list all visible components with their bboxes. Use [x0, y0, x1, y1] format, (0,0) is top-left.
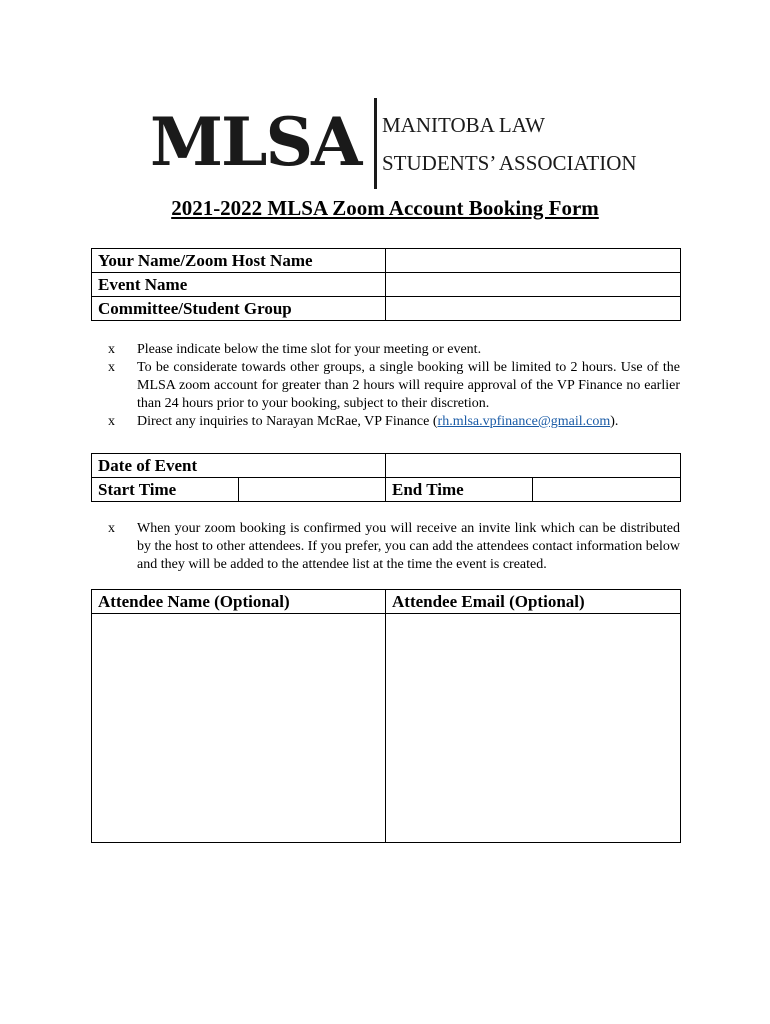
attendee-emails-field[interactable]: [386, 614, 681, 843]
logo-divider: [374, 98, 377, 189]
instruction-text: To be considerate towards other groups, a single booking will be limited to 2 hours. Use of the MLSA zoom account for greater than 2 hours will require approval of the VP Finance no earlier than 24 hours prior to your booking, subject to their discretion.: [137, 360, 680, 411]
list-item: [106, 359, 680, 413]
start-time-field[interactable]: [239, 478, 386, 502]
host-info-table: [91, 248, 681, 321]
attendee-table: [91, 589, 681, 843]
host-name-field[interactable]: [386, 249, 681, 273]
bullet-marker: x: [108, 521, 115, 536]
table-row: [92, 478, 681, 502]
list-item: [106, 341, 680, 359]
end-time-label: End Time: [386, 478, 533, 502]
inquiry-suffix: ).: [610, 414, 619, 429]
table-row: [92, 273, 681, 297]
list-item: [106, 520, 680, 574]
table-row: [92, 614, 681, 843]
list-item: [106, 413, 680, 431]
event-name-label: Event Name: [92, 273, 386, 297]
instruction-text: Please indicate below the time slot for your meeting or event.: [137, 342, 482, 357]
logo-mark: MLSA: [150, 103, 361, 181]
date-of-event-field[interactable]: [386, 454, 681, 478]
bullet-marker: x: [108, 414, 115, 429]
inquiry-prefix: Direct any inquiries to Narayan McRae, VP Finance (: [137, 414, 438, 429]
host-name-label: Your Name/Zoom Host Name: [92, 249, 386, 273]
table-row: [92, 590, 681, 614]
start-time-label: Start Time: [92, 478, 239, 502]
bullet-marker: x: [108, 342, 115, 357]
attendee-note-list: [106, 520, 680, 574]
event-name-field[interactable]: [386, 273, 681, 297]
instructions-list: [106, 341, 680, 431]
attendee-name-header: Attendee Name (Optional): [92, 590, 386, 614]
table-row: [92, 297, 681, 321]
vp-finance-email-link[interactable]: rh.mlsa.vpfinance@gmail.com: [437, 414, 611, 429]
table-row: [92, 249, 681, 273]
committee-field[interactable]: [386, 297, 681, 321]
attendee-names-field[interactable]: [92, 614, 386, 843]
attendee-email-header: Attendee Email (Optional): [386, 590, 681, 614]
logo-line-2: STUDENTS’ ASSOCIATION: [382, 151, 637, 175]
end-time-field[interactable]: [533, 478, 681, 502]
table-row: [92, 454, 681, 478]
date-of-event-label: Date of Event: [92, 454, 386, 478]
committee-label: Committee/Student Group: [92, 297, 386, 321]
form-title: 2021-2022 MLSA Zoom Account Booking Form: [171, 196, 599, 220]
bullet-marker: x: [108, 360, 115, 375]
mlsa-logo: [150, 96, 640, 192]
attendee-note-text: When your zoom booking is confirmed you will receive an invite link which can be distributed by the host to other attendees. If you prefer, you can add the attendees contact information below and they will be added to the attendee list at the time the event is created.: [137, 521, 680, 572]
logo-line-1: MANITOBA LAW: [382, 113, 546, 137]
schedule-table: [91, 453, 681, 502]
